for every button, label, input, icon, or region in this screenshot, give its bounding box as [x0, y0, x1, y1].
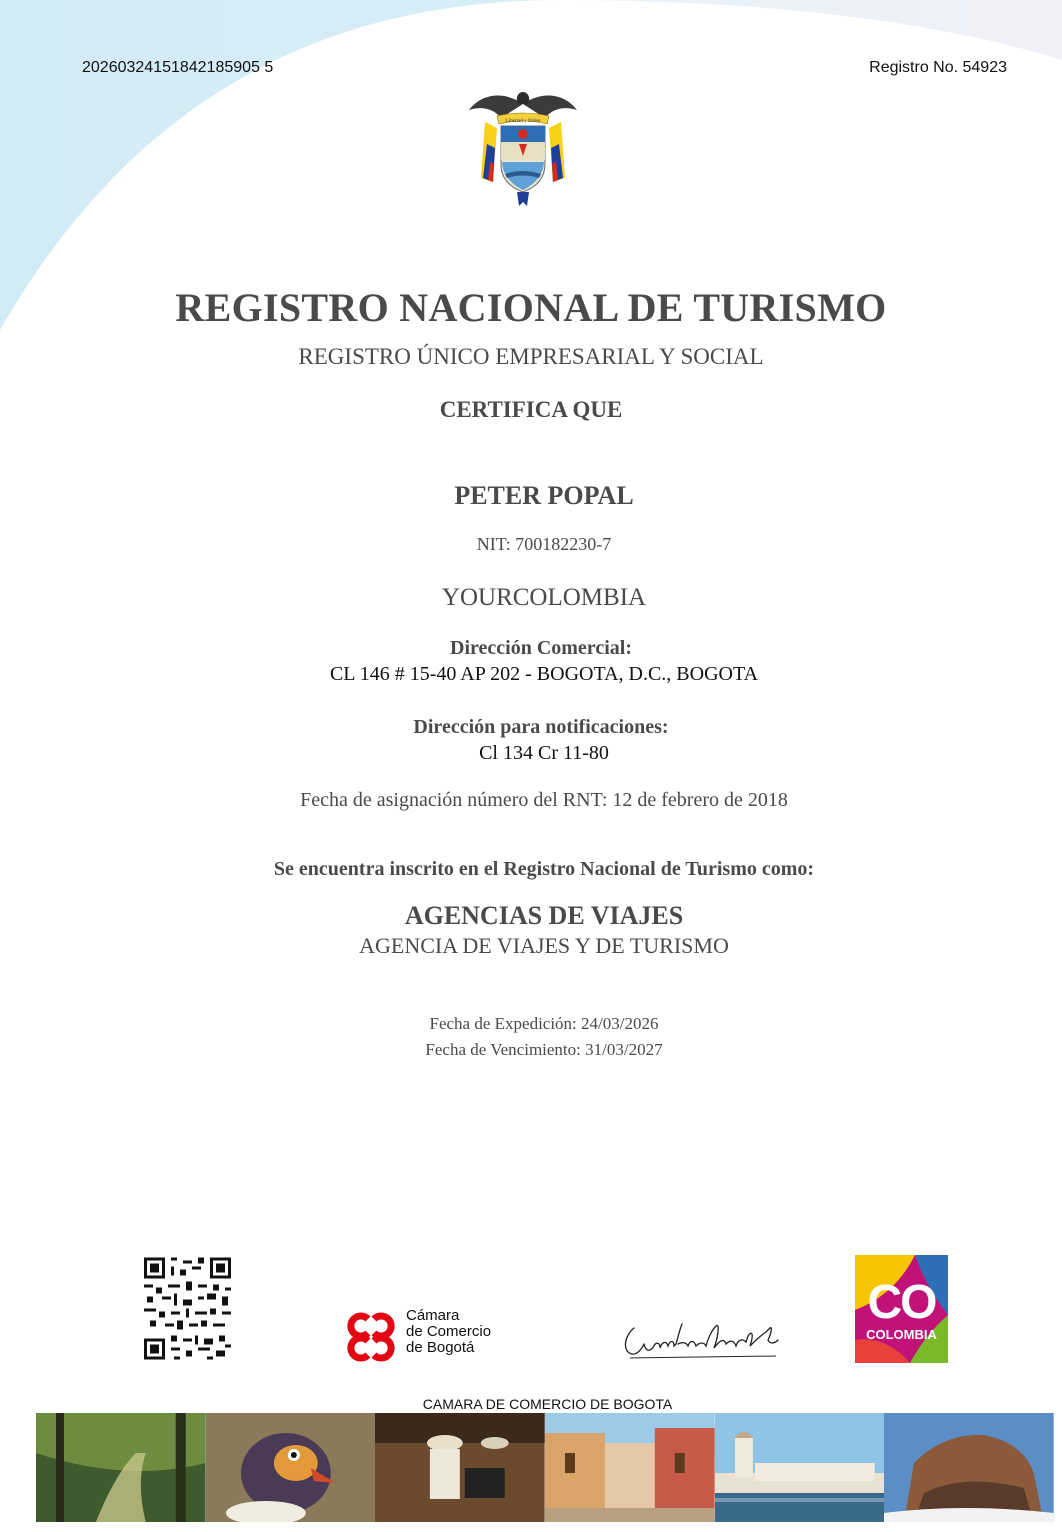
- document-code: 20260324151842185905 5: [82, 59, 274, 76]
- co-logo-small-text: COLOMBIA: [866, 1327, 937, 1342]
- photo-waterfront-church: [715, 1413, 885, 1522]
- camara-logo-line1: Cámara: [406, 1307, 460, 1324]
- holder-name: PETER POPAL: [454, 481, 634, 510]
- photo-forest: [36, 1413, 206, 1522]
- crest-motto: Libertad y Orden: [505, 119, 541, 124]
- main-title: REGISTRO NACIONAL DE TURISMO: [175, 285, 887, 330]
- tourism-photo-strip: [36, 1413, 1054, 1522]
- issuer-caption: CAMARA DE COMERCIO DE BOGOTA: [422, 1396, 673, 1412]
- photo-condor-bird: [206, 1413, 376, 1522]
- camara-logo-icon: [344, 1310, 398, 1364]
- handwritten-signature: [620, 1318, 782, 1364]
- expiry-date: Fecha de Vencimiento: 31/03/2027: [425, 1040, 663, 1059]
- address-label: Dirección Comercial:: [450, 637, 632, 659]
- issue-date: Fecha de Expedición: 24/03/2026: [429, 1014, 659, 1033]
- notifications-address: Cl 134 Cr 11-80: [479, 742, 609, 764]
- registro-number: Registro No. 54923: [869, 59, 1007, 76]
- camara-logo-line2: de Comercio: [406, 1323, 492, 1340]
- co-logo-big-text: CO: [867, 1276, 936, 1329]
- photo-musicians: [375, 1413, 545, 1522]
- commercial-address: CL 146 # 15-40 AP 202 - BOGOTA, D.C., BOGOTA: [329, 663, 759, 685]
- colombia-co-logo: [855, 1255, 948, 1363]
- holder-nit: NIT: 700182230-7: [476, 534, 612, 554]
- subtitle: REGISTRO ÚNICO EMPRESARIAL Y SOCIAL: [298, 344, 764, 369]
- photo-colonial-street: [545, 1413, 715, 1522]
- camara-logo-text: [406, 1308, 491, 1356]
- certifica-heading: CERTIFICA QUE: [439, 397, 623, 422]
- registration-subcategory: AGENCIA DE VIAJES Y DE TURISMO: [359, 933, 729, 958]
- camara-comercio-logo: [344, 1308, 524, 1368]
- qr-code: [144, 1257, 231, 1360]
- registration-category: AGENCIAS DE VIAJES: [404, 901, 684, 930]
- camara-logo-line3: de Bogotá: [406, 1339, 475, 1356]
- company-name: YOURCOLOMBIA: [441, 584, 647, 611]
- photo-rock-formation: [884, 1413, 1054, 1522]
- coat-of-arms-emblem: [463, 82, 583, 207]
- notifications-label: Dirección para notificaciones:: [413, 716, 669, 738]
- registration-intro: Se encuentra inscrito en el Registro Nacional de Turismo como:: [273, 858, 815, 880]
- rnt-assignment-date: Fecha de asignación número del RNT: 12 de febrero de 2018: [300, 789, 788, 811]
